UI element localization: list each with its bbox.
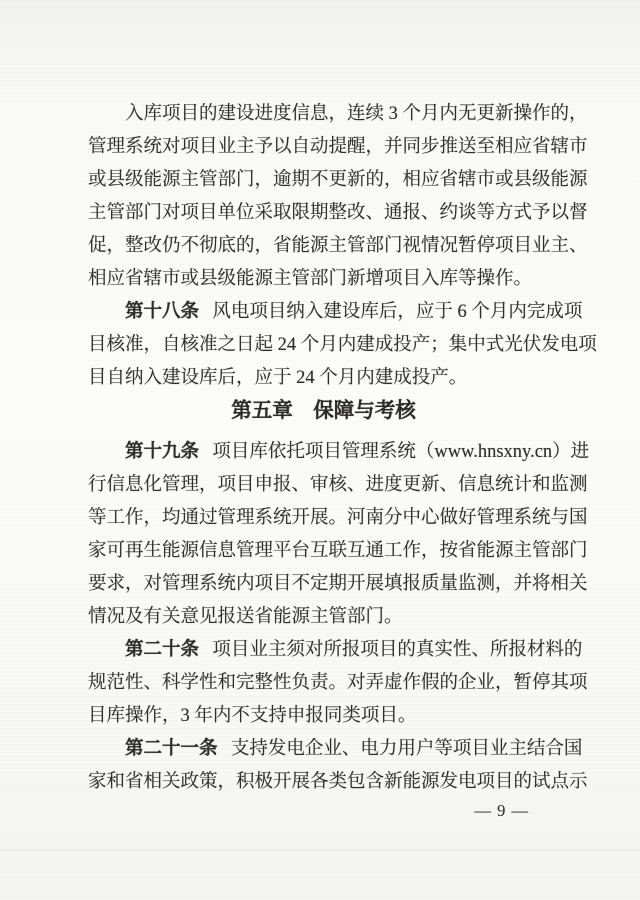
text-line: 等工作，均通过管理系统开展。河南分中心做好管理系统与国 xyxy=(88,508,588,528)
text-line: 或县级能源主管部门，逾期不更新的，相应省辖市或县级能源 xyxy=(88,170,588,190)
scan-artifact-line xyxy=(0,849,640,851)
paragraph-intro xyxy=(88,98,588,296)
text-line: 规范性、科学性和完整性负责。对弄虚作假的企业，暂停其项 xyxy=(88,673,588,693)
text-line: 管理系统对项目业主予以自动提醒，并同步推送至相应省辖市 xyxy=(88,137,588,157)
chapter-heading: 第五章 保障与考核 xyxy=(231,400,416,422)
text-line: 情况及有关意见报送省能源主管部门。 xyxy=(88,607,403,627)
article-number-label: 第二十一条 xyxy=(125,739,218,759)
text-line xyxy=(88,634,583,667)
article-text: 项目库依托项目管理系统（www.hnsxny.cn）进 xyxy=(212,442,590,462)
scan-artifact-line xyxy=(0,6,640,8)
document-page xyxy=(88,98,597,799)
text-line: 目自纳入建设库后，应于 24 个月内建成投产。 xyxy=(88,368,468,388)
article-19 xyxy=(88,436,590,634)
article-text: 项目业主须对所报项目的真实性、所报材料的 xyxy=(212,640,583,660)
article-21 xyxy=(88,733,588,799)
article-18 xyxy=(88,296,597,395)
text-line xyxy=(88,436,590,469)
text-line: 家和省相关政策，积极开展各类包含新能源发电项目的试点示 xyxy=(88,772,588,792)
text-line: 要求，对管理系统内项目不定期开展填报质量监测，并将相关 xyxy=(88,574,588,594)
text-line xyxy=(88,733,583,766)
text-line xyxy=(88,296,583,329)
article-text: 支持发电企业、电力用户等项目业主结合国 xyxy=(230,739,583,759)
article-20 xyxy=(88,634,588,733)
text-line: 入库项目的建设进度信息，连续 3 个月内无更新操作的， xyxy=(125,104,588,124)
text-line: 行信息化管理，项目申报、审核、进度更新、信息统计和监测 xyxy=(88,475,588,495)
text-line: 相应省辖市或县级能源主管部门新增项目入库等操作。 xyxy=(88,269,533,289)
article-number-label: 第二十条 xyxy=(125,640,200,660)
text-line: 促，整改仍不彻底的，省能源主管部门视情况暂停项目业主、 xyxy=(88,236,588,256)
text-line: 目核准，自核准之日起 24 个月内建成投产；集中式光伏发电项 xyxy=(88,335,597,355)
article-number-label: 第十九条 xyxy=(125,442,200,462)
text-line: 主管部门对项目单位采取限期整改、通报、约谈等方式予以督 xyxy=(88,203,588,223)
page-number: — 9 — xyxy=(474,801,529,820)
article-text: 风电项目纳入建设库后，应于 6 个月内完成项 xyxy=(212,302,583,322)
text-line: 目库操作，3 年内不支持申报同类项目。 xyxy=(88,706,417,726)
article-number-label: 第十八条 xyxy=(125,302,200,322)
text-line: 家可再生能源信息管理平台互联互通工作，按省能源主管部门 xyxy=(88,541,588,561)
